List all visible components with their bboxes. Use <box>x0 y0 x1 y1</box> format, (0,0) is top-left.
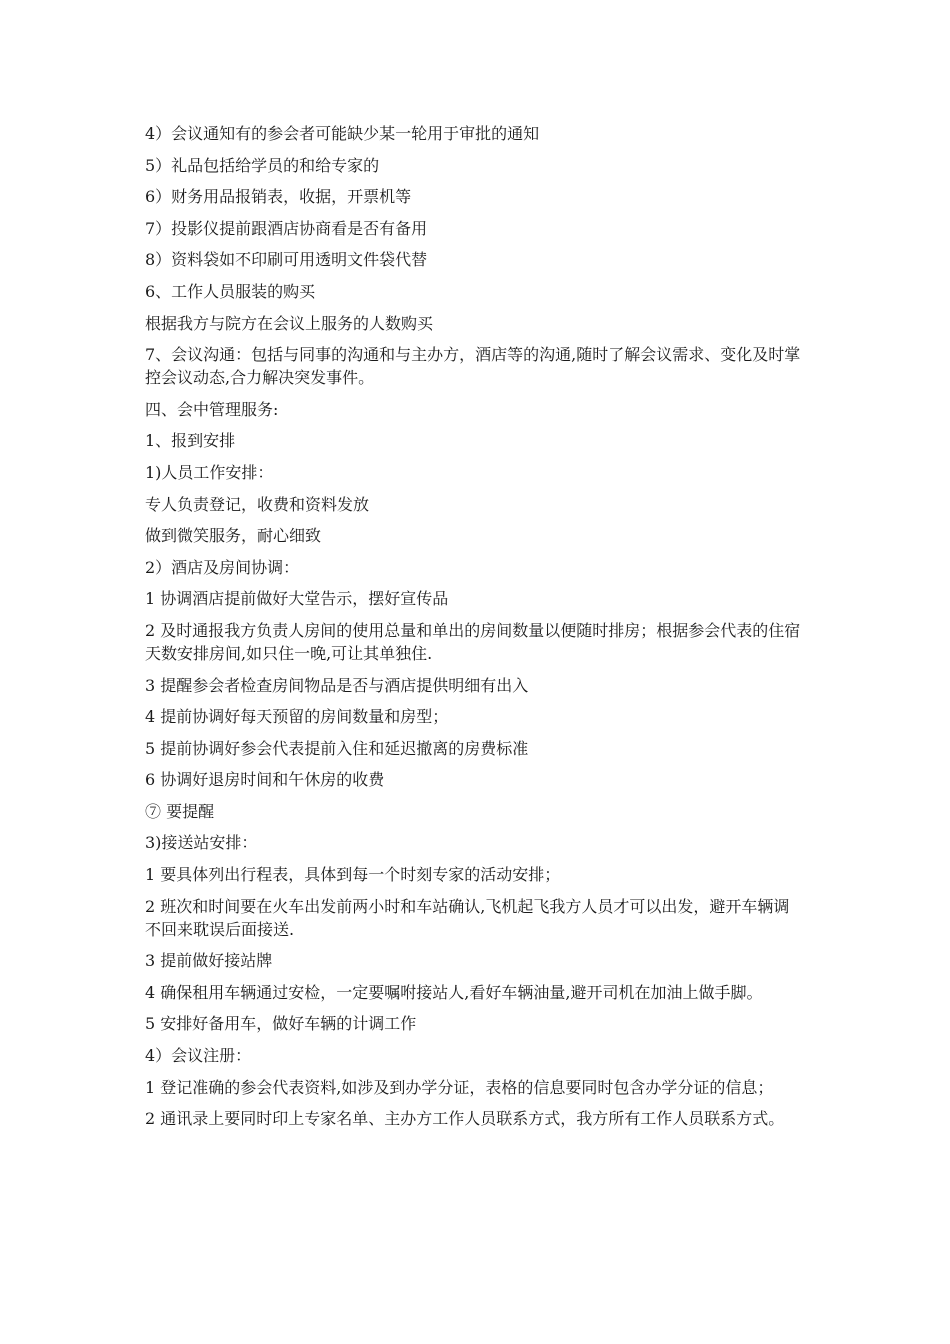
text-line-smile-service: 做到微笑服务，耐心细致 <box>145 526 322 546</box>
subheading-conference-registration: 4）会议注册： <box>145 1046 252 1066</box>
section-heading-registration: 1、报到安排 <box>145 431 236 451</box>
text-line-7-projector: 7）投影仪提前跟酒店协商看是否有备用 <box>145 218 428 238</box>
subheading-hotel-rooms: 2）酒店及房间协调： <box>145 557 300 577</box>
document-body <box>145 122 805 1139</box>
text-line-hotel-1: 1 协调酒店提前做好大堂告示，摆好宣传品 <box>145 589 449 609</box>
text-line-hotel-3: 3 提醒参会者检查房间物品是否与酒店提供明细有出入 <box>145 675 529 695</box>
text-line-hotel-6: 6 协调好退房时间和午休房的收费 <box>145 770 385 790</box>
text-line-hotel-2: 2 及时通报我方负责人房间的使用总量和单出的房间数量以便随时排房；根据参会代表的住宿天数安排房间,如只住一晚,可让其单独住. <box>145 620 801 663</box>
chapter-heading-in-meeting: 四、会中管理服务: <box>145 399 279 419</box>
text-line-registration-2: 2 通讯录上要同时印上专家名单、主办方工作人员联系方式，我方所有工作人员联系方式。 <box>145 1109 785 1129</box>
section-heading-staff-uniform: 6、工作人员服装的购买 <box>145 281 316 301</box>
text-line-5-gifts: 5）礼品包括给学员的和给专家的 <box>145 155 380 175</box>
text-line-transfer-5: 5 安排好备用车，做好车辆的计调工作 <box>145 1014 417 1034</box>
text-line-uniform-purchase: 根据我方与院方在会议上服务的人数购买 <box>145 313 434 333</box>
text-line-hotel-5: 5 提前协调好参会代表提前入住和延迟撤离的房费标准 <box>145 738 529 758</box>
text-line-transfer-3: 3 提前做好接站牌 <box>145 951 273 971</box>
text-line-transfer-4: 4 确保租用车辆通过安检，一定要嘱咐接站人,看好车辆油量,避开司机在加油上做手脚。 <box>145 982 763 1002</box>
text-line-transfer-1: 1 要具体列出行程表，具体到每一个时刻专家的活动安排； <box>145 865 561 885</box>
text-line-4-notice: 4）会议通知有的参会者可能缺少某一轮用于审批的通知 <box>145 124 540 143</box>
subheading-transfer: 3)接送站安排： <box>145 833 258 853</box>
text-line-6-finance: 6）财务用品报销表，收据，开票机等 <box>145 187 412 207</box>
text-line-hotel-4: 4 提前协调好每天预留的房间数量和房型； <box>145 707 449 727</box>
text-line-registration-1: 1 登记准确的参会代表资料,如涉及到办学分证，表格的信息要同时包含办学分证的信息； <box>145 1077 774 1097</box>
subheading-staff-arrangement: 1)人员工作安排： <box>145 462 274 482</box>
section-heading-communication: 7、会议沟通：包括与同事的沟通和与主办方，酒店等的沟通,随时了解会议需求、变化及时掌控会议动态,合力解决突发事件。 <box>145 345 801 388</box>
text-line-hotel-7: ⑦ 要提醒 <box>145 801 215 821</box>
text-line-8-folder: 8）资料袋如不印刷可用透明文件袋代替 <box>145 250 428 270</box>
text-line-transfer-2: 2 班次和时间要在火车出发前两小时和车站确认,飞机起飞我方人员才可以出发，避开车辆调不回来耽误后面接送. <box>145 896 790 939</box>
text-line-dedicated-staff: 专人负责登记，收费和资料发放 <box>145 494 370 514</box>
